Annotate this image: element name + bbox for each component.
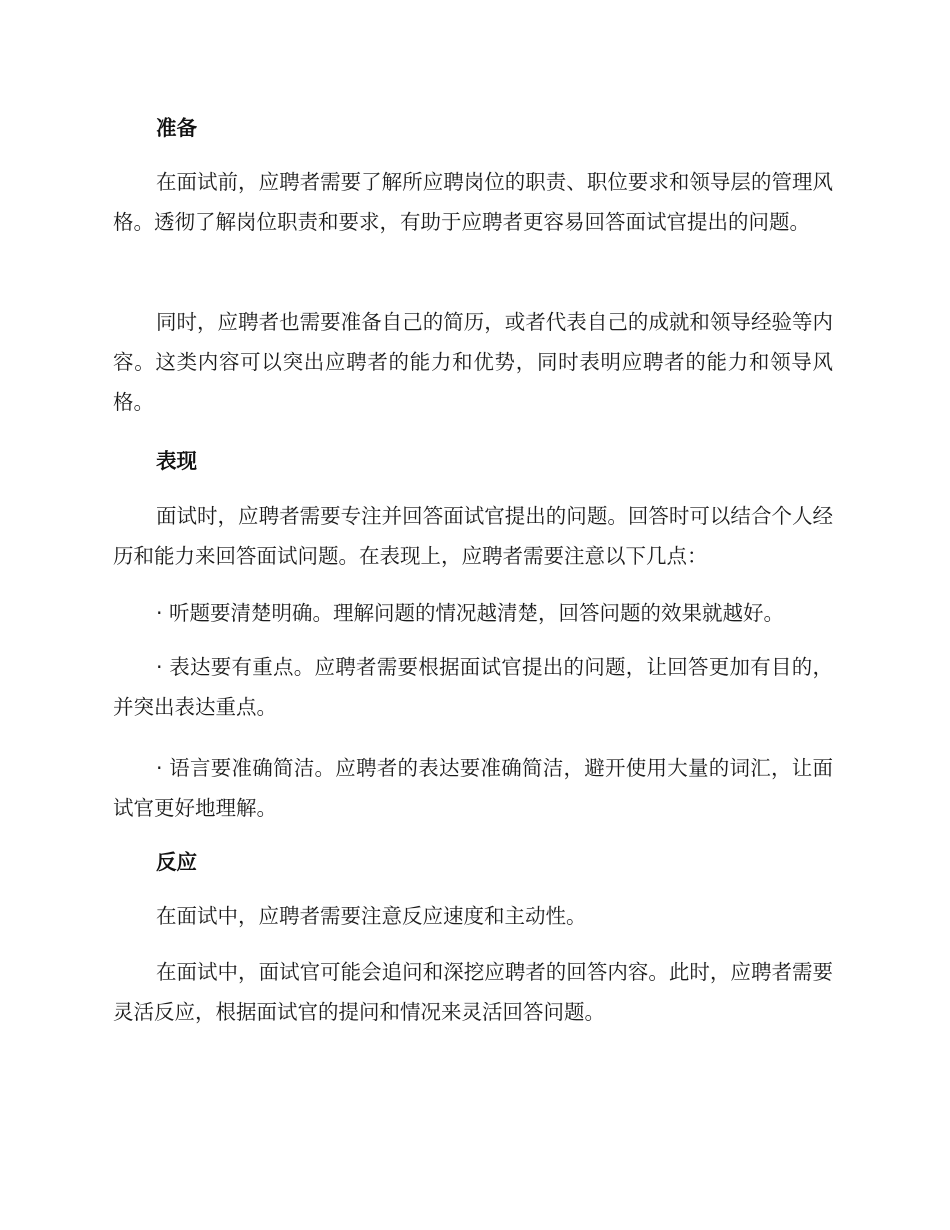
paragraph: 在面试中，应聘者需要注意反应速度和主动性。 <box>156 904 587 928</box>
section-heading-reaction: 反应 <box>156 850 197 874</box>
bullet-item: · 表达要有重点。应聘者需要根据面试官提出的问题，让回答更加有目的，并突出表达重点。 <box>113 655 833 719</box>
section-heading-performance: 表现 <box>156 449 197 473</box>
section-heading-preparation: 准备 <box>156 116 197 140</box>
paragraph: 在面试前，应聘者需要了解所应聘岗位的职责、职位要求和领导层的管理风格。透彻了解岗位职责和要求，有助于应聘者更容易回答面试官提出的问题。 <box>113 170 833 234</box>
bullet-item: · 语言要准确简洁。应聘者的表达要准确简洁，避开使用大量的词汇，让面试官更好地理解。 <box>113 756 833 820</box>
paragraph: 在面试中，面试官可能会追问和深挖应聘者的回答内容。此时，应聘者需要灵活反应，根据面试官的提问和情况来灵活回答问题。 <box>113 960 833 1024</box>
paragraph: 同时，应聘者也需要准备自己的简历，或者代表自己的成就和领导经验等内容。这类内容可以突出应聘者的能力和优势，同时表明应聘者的能力和领导风格。 <box>113 310 833 414</box>
paragraph: 面试时，应聘者需要专注并回答面试官提出的问题。回答时可以结合个人经历和能力来回答面试问题。在表现上，应聘者需要注意以下几点： <box>113 504 833 568</box>
bullet-item: · 听题要清楚明确。理解问题的情况越清楚，回答问题的效果就越好。 <box>156 601 785 625</box>
